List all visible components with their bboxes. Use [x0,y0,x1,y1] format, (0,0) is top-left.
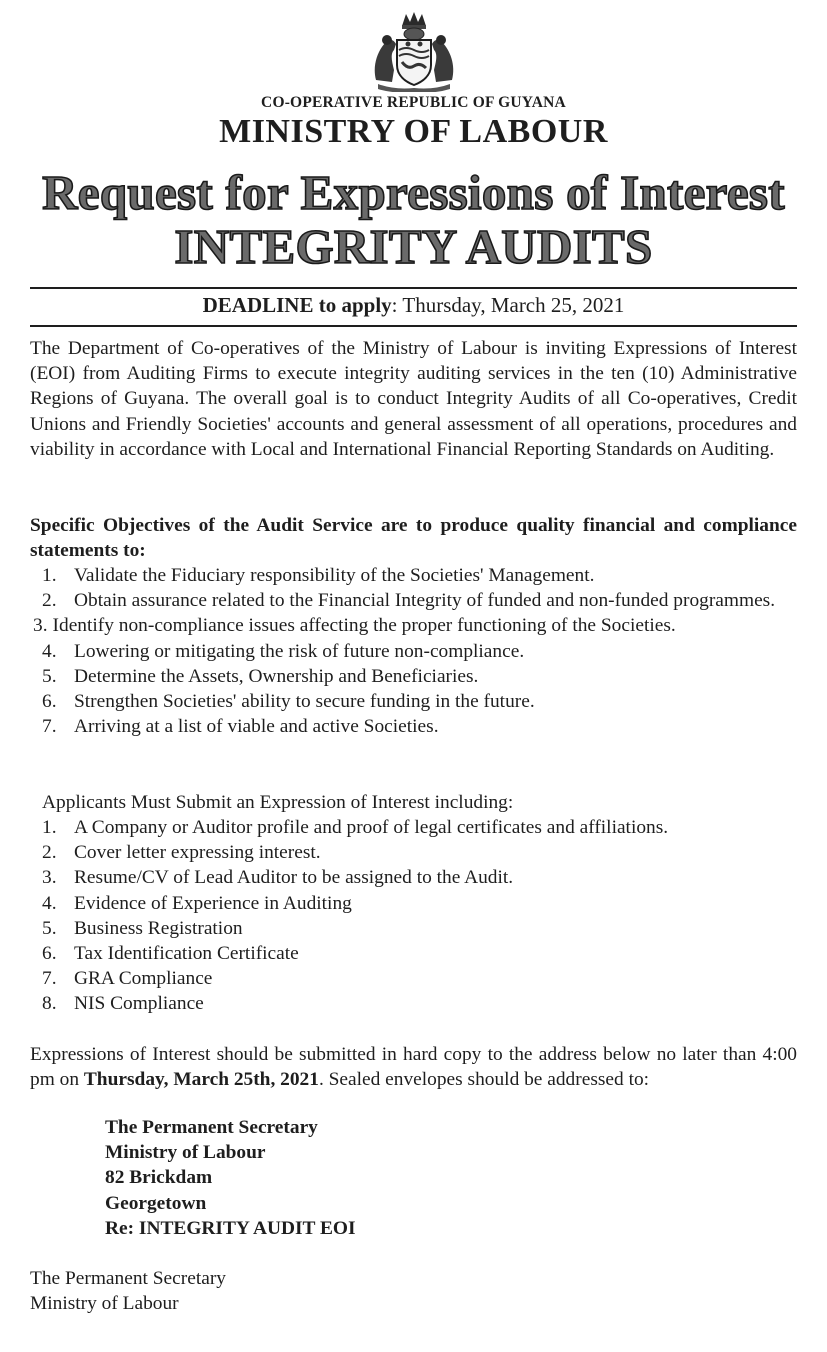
deadline-label: DEADLINE to apply [202,293,392,317]
item-number: 1. [42,565,57,586]
intro-paragraph: The Department of Co-operatives of the Ministry of Labour is inviting Expressions of Interest (EOI) from Auditing Firms to execute integrity auditing services in the ten (10) Administrative Regions of Guyana. The overall goal is to conduct Integrity Audits of all Co-operatives, Credit Unions and Friendly Societies' accounts and general assessment of all operations, procedures and viability in accordance with Local and International Financial Reporting Standards on Auditing. [30,338,797,460]
address-reference: Re: INTEGRITY AUDIT EOI [105,1217,356,1239]
item-text: Resume/CV of Lead Auditor to be assigned to the Audit. [74,867,514,889]
deadline-line [0,293,827,318]
item-number: 3. [42,867,57,889]
objectives-heading: Specific Objectives of the Audit Service are to produce quality financial and compliance statements to: [30,515,797,562]
requirements-list [42,815,797,1017]
list-item [42,588,797,613]
mailing-address [105,1115,356,1241]
deadline-value: Thursday, March 25, 2021 [397,293,625,317]
item-number: 7. [42,968,57,990]
list-item [42,714,797,739]
item-text: Cover letter expressing interest. [74,842,321,864]
item-text: Tax Identification Certificate [74,943,299,965]
deadline-separator: : [391,293,398,317]
top-divider [30,287,797,289]
address-line: 82 Brickdam [105,1167,213,1189]
signoff [30,1266,797,1316]
signoff-organization: Ministry of Labour [30,1293,179,1315]
item-number: 6. [42,691,57,713]
title-line-2: INTEGRITY AUDITS [174,219,653,274]
signoff-title: The Permanent Secretary [30,1268,226,1289]
list-item [42,689,797,714]
list-item [42,916,797,941]
item-text: GRA Compliance [74,968,213,990]
item-text: Identify non-compliance issues affecting the proper functioning of the Societies. [52,615,676,637]
item-number: 1. [42,817,57,838]
list-item [42,840,797,865]
list-item [42,865,797,890]
submission-paragraph [30,1042,797,1092]
item-text: Evidence of Experience in Auditing [74,892,352,914]
submission-deadline: Thursday, March 25th, 2021 [83,1069,319,1091]
objectives-list [33,563,797,739]
item-number: 7. [42,716,57,738]
list-item [42,991,797,1016]
address-line: Georgetown [105,1192,207,1214]
submission-text-part2: . Sealed envelopes should be addressed to: [318,1069,650,1091]
list-item [33,613,797,638]
list-item [42,639,797,664]
item-text: NIS Compliance [74,993,204,1015]
submission-text-part1: Expressions of Interest should be submitted in hard copy to the address below no later than 4:00 pm on [30,1044,797,1091]
address-line: Ministry of Labour [105,1142,266,1164]
item-number: 8. [42,993,57,1015]
list-item [42,966,797,991]
item-number: 2. [42,590,57,612]
item-text: Lowering or mitigating the risk of future non-compliance. [74,640,525,662]
title-line-1: Request for Expressions of Interest [42,165,785,220]
list-item [42,664,797,689]
item-number: 4. [42,640,57,662]
item-number: 5. [42,917,57,939]
item-text: Arriving at a list of viable and active Societies. [74,716,439,738]
item-text: Determine the Assets, Ownership and Beneficiaries. [74,665,479,687]
list-item [42,891,797,916]
country-name: CO-OPERATIVE REPUBLIC OF GUYANA [261,94,566,111]
item-number: 6. [42,943,57,965]
ministry-name: MINISTRY OF LABOUR [219,113,608,150]
requirements-heading: Applicants Must Submit an Expression of Interest including: [42,792,514,813]
list-item [42,815,797,840]
coat-of-arms-icon [364,10,464,92]
item-number: 3. [33,615,48,637]
bottom-divider [30,325,797,327]
item-text: Strengthen Societies' ability to secure funding in the future. [74,691,535,713]
list-item [42,941,797,966]
item-number: 5. [42,665,57,687]
item-text: Business Registration [74,917,243,939]
item-number: 4. [42,892,57,914]
list-item [42,563,797,588]
item-number: 2. [42,842,57,864]
item-text: Validate the Fiduciary responsibility of the Societies' Management. [74,565,595,586]
item-text: Obtain assurance related to the Financial Integrity of funded and non-funded programmes. [74,590,776,612]
address-line: The Permanent Secretary [105,1117,318,1138]
item-text: A Company or Auditor profile and proof of legal certificates and affiliations. [74,817,669,838]
